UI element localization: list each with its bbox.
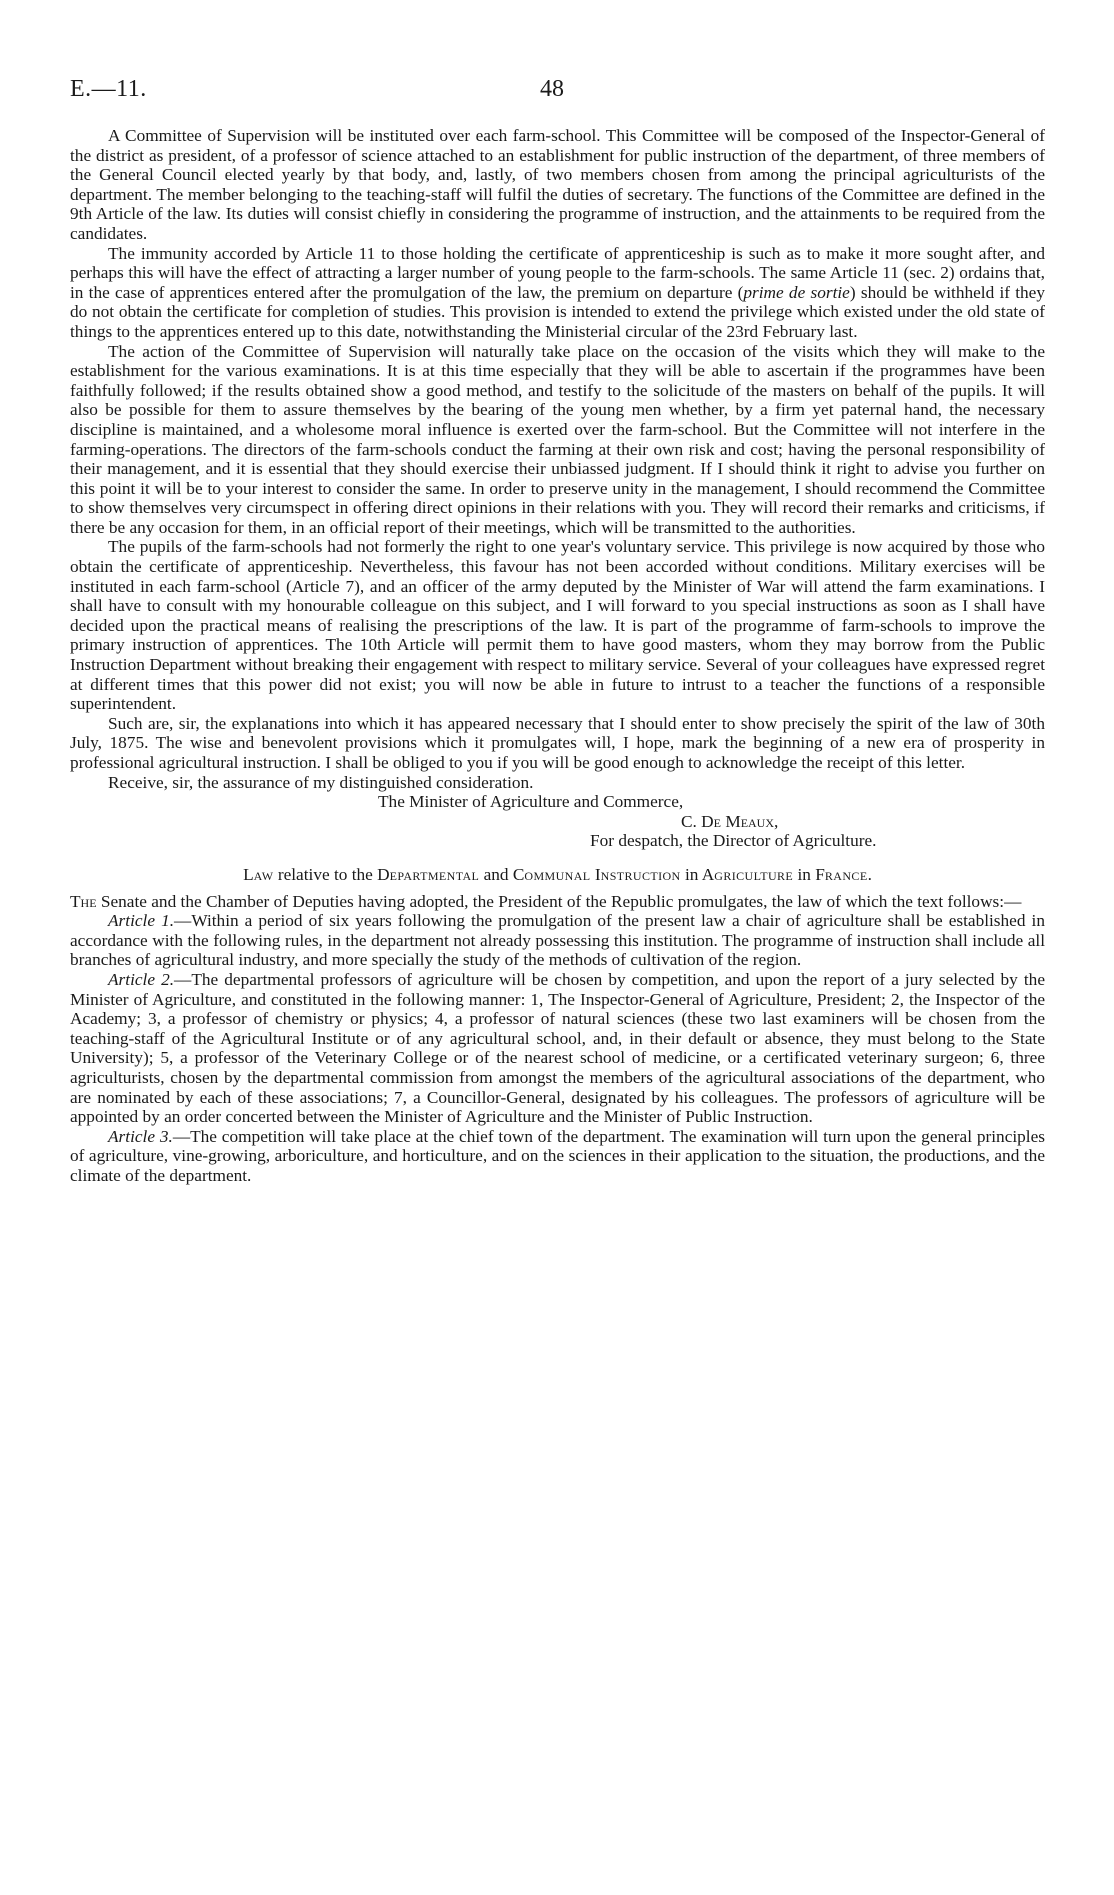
- article-label: Article 3.: [108, 1126, 173, 1146]
- article-1: Article 1.—Within a period of six years following the promulgation of the present law a chair of agriculture shall be established in accordance with the following rules, in the department not already possessing this institution. The programme of instruction shall include all branches of agricultural industry, and more specially the study of the methods of cultivation of the region.: [70, 911, 1045, 970]
- law-intro: The Senate and the Chamber of Deputies having adopted, the President of the Republic promulgates, the law of which the text follows:—: [70, 891, 1022, 911]
- paragraph-closing: Receive, sir, the assurance of my distinguished consideration.: [108, 772, 534, 792]
- paragraph-supervision: The action of the Committee of Supervision will naturally take place on the occasion of the visits which they will make to the establishment for the various examinations. It is at this time especially that they will be able to ascertain if the programmes have been faithfully followed; if the results obtained show a good method, and testify to the solicitude of the masters on behalf of the pupils. It will also be possible for them to assure themselves by the bearing of the young men whether, by a firm yet paternal hand, the necessary discipline is maintained, and a wholesome moral influence is exerted over the farm-school. But the Committee will not interfere in the farming-operations. The directors of the farm-schools conduct the farming at their own risk and cost; having the personal responsibility of their management, and it is essential that they should exercise their unbiassed judgment. If I should think it right to advise you further on this point it will be to your interest to consider the same. In order to preserve unity in the management, I should recommend the Committee to show themselves very circumspect in offering direct opinions in their relations with you. They will record their remarks and criticisms, if there be any occasion for them, in an official report of their meetings, which will be transmitted to the authorities.: [70, 341, 1045, 537]
- signature-name: C. De Meaux,: [681, 811, 779, 831]
- page-number: 48: [540, 76, 564, 102]
- paragraph-military: The pupils of the farm-schools had not formerly the right to one year's voluntary service. This privilege is now acquired by those who obtain the certificate of apprenticeship. Nevertheless, this favour has not been accorded without conditions. Military exercises will be instituted in each farm-school (Article 7), and an officer of the army deputed by the Minister of War will attend the farm examinations. I shall have to consult with my honourable colleague on this subject, and I will forward to you special instructions as soon as I shall have decided upon the practical means of realising the prescriptions of the law. It is part of the programme of farm-schools to improve the primary instruction of apprentices. The 10th Article will permit them to have good masters, whom they may borrow from the Public Instruction Department without breaking their engagement with respect to military service. Several of your colleagues have expressed regret at different times that this power did not exist; you will now be able in future to intrust to a teacher the functions of a responsible superintendent.: [70, 537, 1045, 714]
- page-header: [70, 76, 1045, 106]
- paragraph-immunity: The immunity accorded by Article 11 to those holding the certificate of apprenticeship is such as to make it more sought after, and perhaps this will have the effect of attracting a larger number of young people to the farm-schools. The same Article 11 (sec. 2) ordains that, in the case of apprentices entered after the promulgation of the law, the premium on departure (prime de sortie) should be withheld if they do not obtain the certificate for completion of studies. This provision is intended to extend the privilege which existed under the old state of things to the apprentices entered up to this date, notwithstanding the Ministerial circular of the 23rd February last.: [70, 243, 1045, 341]
- article-label: Article 2.: [108, 969, 175, 989]
- signature-office: The Minister of Agriculture and Commerce,: [378, 792, 684, 812]
- article-label: Article 1.: [108, 911, 175, 931]
- article-3: Article 3.—The competition will take place at the chief town of the department. The examination will turn upon the general principles of agriculture, vine-growing, arboriculture, and horticulture, and on the sciences in their application to the situation, the productions, and the climate of the department.: [70, 1126, 1045, 1185]
- italic-phrase: prime de sortie: [743, 282, 850, 302]
- document-body: [70, 126, 1045, 1185]
- document-page: [70, 76, 1045, 1876]
- paragraph-explanations: Such are, sir, the explanations into which it has appeared necessary that I should enter to show precisely the spirit of the law of 30th July, 1875. The wise and benevolent provisions which it promulgates will, I hope, mark the beginning of a new era of prosperity in professional agricultural instruction. I shall be obliged to you if you will be good enough to acknowledge the receipt of this letter.: [70, 713, 1045, 772]
- signature-despatch: For despatch, the Director of Agriculture.: [590, 831, 877, 851]
- paragraph-committee: A Committee of Supervision will be instituted over each farm-school. This Committee will be composed of the Inspector-General of the district as president, of a professor of science attached to an establishment for public instruction of the department, of three members of the General Council elected yearly by that body, and, lastly, of two members chosen from among the principal agriculturists of the department. The member belonging to the teaching-staff will fulfil the duties of secretary. The functions of the Committee are defined in the 9th Article of the law. Its duties will consist chiefly in considering the programme of instruction, and the attainments to be required from the candidates.: [70, 126, 1045, 243]
- article-2: Article 2.—The departmental professors of agriculture will be chosen by competition, and upon the report of a jury selected by the Minister of Agriculture, and constituted in the following manner: 1, The Inspector-General of Agriculture, President; 2, the Inspector of the Academy; 3, a professor of chemistry or physics; 4, a professor of natural sciences (these two last examiners will be chosen from the teaching-staff of the Agricultural Institute or of any agricultural school, and, in their default or absence, they must belong to the State University); 5, a professor of the Veterinary College or of the nearest school of medicine, or a certificated veterinary surgeon; 6, three agriculturists, chosen by the departmental commission from amongst the members of the agricultural associations of the department, who are nominated by each of these associations; 7, a Councillor-General, designated by his colleagues. The professors of agriculture will be appointed by an order concerted between the Minister of Agriculture and the Minister of Public Instruction.: [70, 969, 1045, 1127]
- series-number: E.—11.: [70, 76, 147, 102]
- law-title: Law relative to the Departmental and Communal Instruction in Agriculture in France.: [243, 864, 872, 884]
